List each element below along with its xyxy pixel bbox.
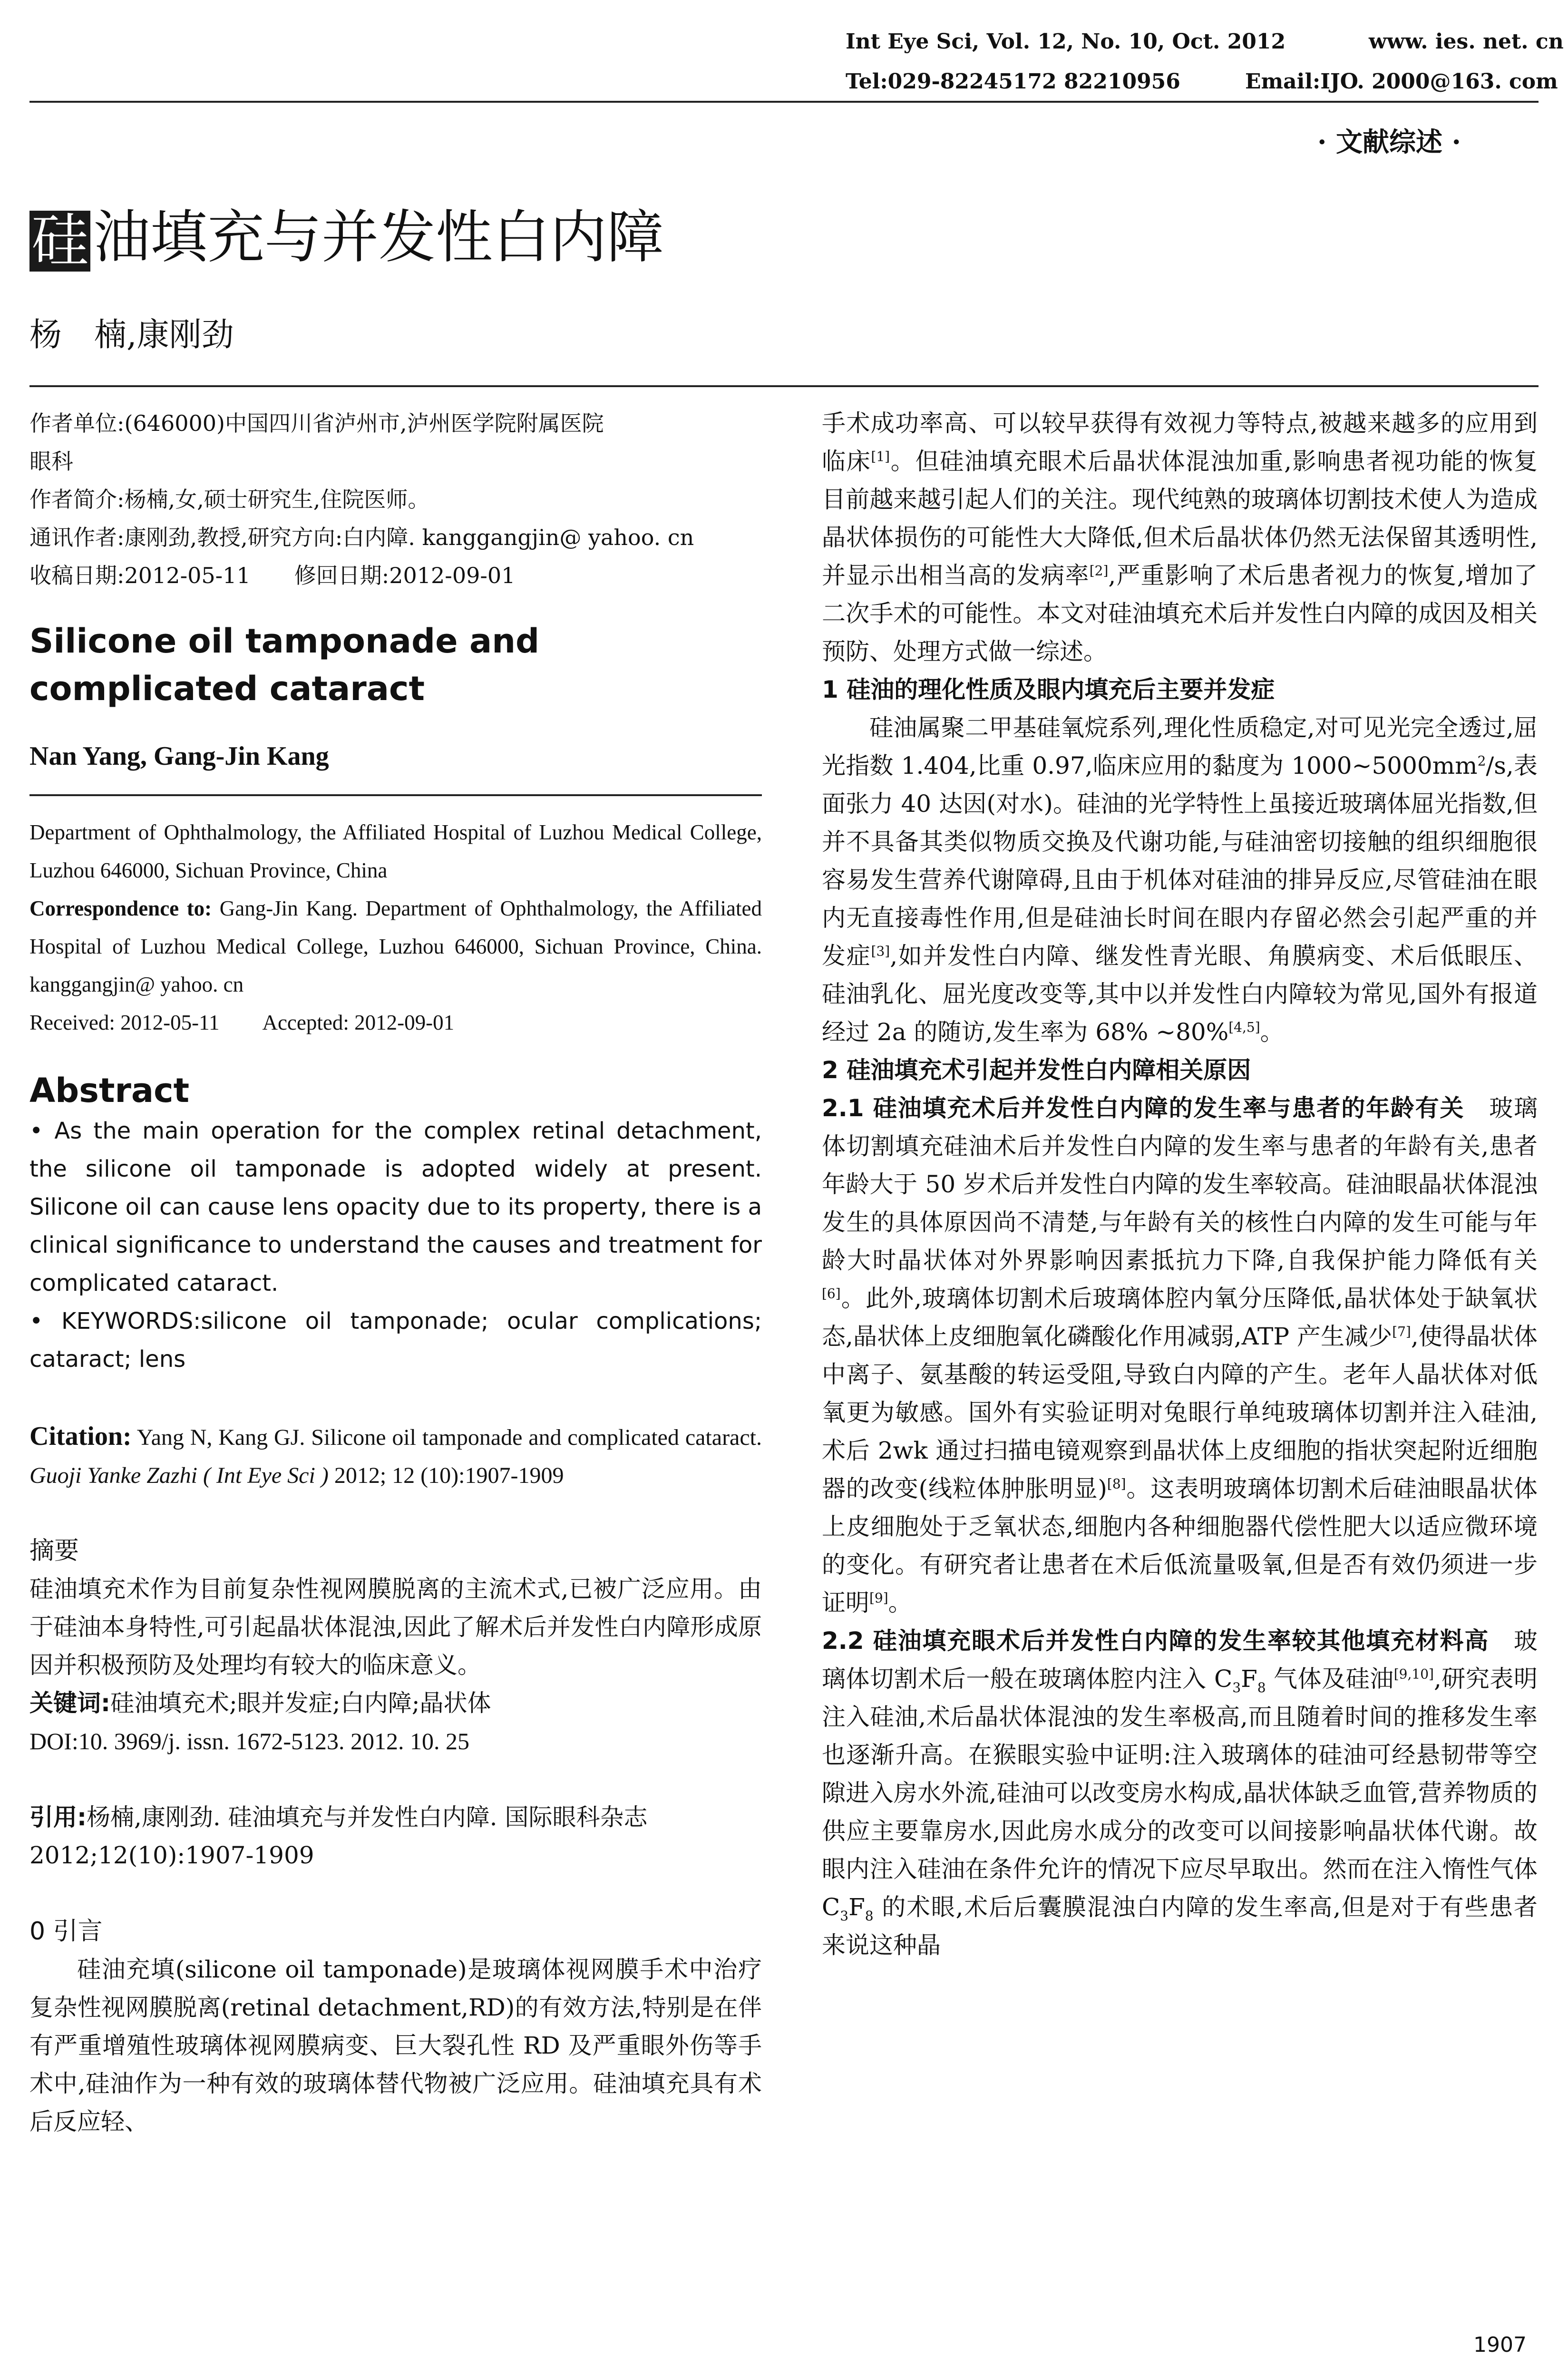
citation-label: Citation: bbox=[29, 1422, 132, 1451]
journal-telephone: Tel:029-82245172 82210956 bbox=[846, 69, 1180, 94]
author-bio: 作者简介:杨楠,女,硕士研究生,住院医师。 bbox=[29, 487, 430, 512]
formula-f-b: F bbox=[848, 1893, 865, 1921]
citation-text: Yang N, Kang GJ. Silicone oil tamponade and complicated cataract. bbox=[131, 1425, 762, 1450]
intro-cont-part-2: 。但硅油填充眼术后晶状体混浊加重,影响患者视功能的恢复目前越来越引起人们的关注。现代纯熟的玻璃体切割技术使人为造成晶状体损伤的可能性大大降低,但术后晶状体仍然无法保留其透明性,并显示出相当高的发病率 bbox=[822, 448, 1538, 589]
reference-1[interactable]: [1] bbox=[871, 448, 890, 465]
intro-cont-part-1: 手术成功率高、可以较早获得有效视力等特点,被越来越多的应用到临床 bbox=[822, 409, 1538, 475]
title-text: 油填充与并发性白内障 bbox=[93, 205, 664, 271]
citation-block bbox=[29, 1417, 762, 1495]
intro-continued bbox=[822, 404, 1538, 671]
section-2-1-heading: 2.1 硅油填充术后并发性白内障的发生率与患者的年龄有关 bbox=[822, 1094, 1465, 1122]
section-2-1 bbox=[822, 1089, 1538, 1622]
reference-9-10[interactable]: [9,10] bbox=[1393, 1666, 1434, 1682]
cn-keywords bbox=[29, 1684, 762, 1722]
english-affiliation: Department of Ophthalmology, the Affiliated Hospital of Luzhou Medical College, Luzhou 646000, Sichuan Province, China bbox=[29, 820, 762, 882]
doi: DOI:10. 3969/j. issn. 1672-5123. 2012. 10. 25 bbox=[29, 1728, 469, 1754]
section-2-2-part-2: 气体及硅油 bbox=[1266, 1665, 1394, 1693]
reference-9[interactable]: [9] bbox=[869, 1590, 888, 1606]
cn-abstract-text: 硅油填充术作为目前复杂性视网膜脱离的主流术式,已被广泛应用。由于硅油本身特性,可引起晶状体混浊,因此了解术后并发性白内障形成原因并积极预防及处理均有较大的临床意义。 bbox=[29, 1575, 762, 1679]
section-2-2-part-3: ,研究表明注入硅油,术后晶状体混浊的发生率极高,而且随着时间的推移发生率也逐渐升高。在猴眼实验中证明:注入玻璃体的硅油可经悬韧带等空隙进入房水外流,硅油可以改变房水构成,晶状体缺乏血管,营养物质的供应主要靠房水,因此房水成分的改变可以间接影响晶状体代谢。故眼内注入硅油在条件允许的情况下应尽早取出。然而在注入惰性气体 C bbox=[822, 1665, 1538, 1921]
cn-keywords-label: 关键词: bbox=[29, 1689, 110, 1717]
author-affiliation bbox=[29, 404, 762, 594]
section-2-1-part-1: 玻璃体切割填充硅油术后并发性白内障的发生率与患者的年龄有关,患者年龄大于 50 岁术后并发性白内障的发生率较高。硅油眼晶状体混浊发生的具体原因尚不清楚,与年龄有关的核性白内障的发生可能与年龄大时晶状体对外界影响因素抵抗力下降,自我保护能力降低有关 bbox=[822, 1094, 1538, 1274]
subscript-3b: 3 bbox=[840, 1908, 849, 1924]
english-authors: Nan Yang, Gang-Jin Kang bbox=[29, 741, 329, 771]
cn-keywords-text: 硅油填充术;眼并发症;白内障;晶状体 bbox=[110, 1689, 491, 1717]
subscript-3: 3 bbox=[1232, 1680, 1241, 1695]
english-title: Silicone oil tamponade and complicated cataract bbox=[29, 622, 540, 708]
intro-text: 硅油充填(silicone oil tamponade)是玻璃体视网膜手术中治疗复杂性视网膜脱离(retinal detachment,RD)的有效方法,特别是在伴有严重增殖性玻璃体视网膜病变、巨大裂孔性 RD 及严重眼外伤等手术中,硅油作为一种有效的玻璃体替代物被广泛应用。硅油填充具有术后反应轻、 bbox=[29, 1956, 762, 2135]
section-2-2-part-4: 的术眼,术后后囊膜混浊白内障的发生率高,但是对于有些患者来说这种晶 bbox=[822, 1893, 1538, 1959]
reference-7[interactable]: [7] bbox=[1392, 1324, 1411, 1340]
section-2-2 bbox=[822, 1622, 1538, 1964]
subscript-8: 8 bbox=[1257, 1680, 1266, 1695]
corresponding-author: 通讯作者:康刚劲,教授,研究方向:白内障. kanggangjin@ yahoo. cn bbox=[29, 525, 694, 550]
cn-citation bbox=[29, 1798, 762, 1874]
cn-abstract-heading: 摘要 bbox=[29, 1537, 79, 1565]
section-1-part-1: 硅油属聚二甲基硅氧烷系列,理化性质稳定,对可见光完全透过,屈光指数 1.404,比重 0.97,临床应用的黏度为 1000~5000mm bbox=[822, 714, 1538, 779]
reference-6[interactable]: [6] bbox=[822, 1286, 841, 1302]
journal-citation-line: Int Eye Sci, Vol. 12, No. 10, Oct. 2012 bbox=[846, 29, 1286, 54]
title-rule bbox=[29, 385, 1539, 387]
reference-2[interactable]: [2] bbox=[1089, 563, 1109, 579]
reference-4-5[interactable]: [4,5] bbox=[1228, 1019, 1260, 1035]
cn-citation-text: 杨楠,康刚劲. 硅油填充与并发性白内障. 国际眼科杂志 2012;12(10):1907-1909 bbox=[29, 1803, 648, 1869]
journal-email[interactable]: Email:IJO. 2000@163. com bbox=[1245, 69, 1558, 94]
article-title bbox=[29, 202, 664, 273]
section-tag: · 文献综述 · bbox=[1317, 127, 1461, 158]
section-1-part-3: ,如并发性白内障、继发性青光眼、角膜病变、术后低眼压、硅油乳化、屈光度改变等,其中以并发性白内障较为常见,国外有报道经过 2a 的随访,发生率为 68% ~80% bbox=[822, 942, 1538, 1046]
section-2-heading: 2 硅油填充术引起并发性白内障相关原因 bbox=[822, 1056, 1251, 1084]
correspondence-label: Correspondence to: bbox=[29, 896, 212, 920]
left-column bbox=[29, 404, 762, 2141]
section-2-1-part-3: ,使得晶状体中离子、氨基酸的转运受阻,导致白内障的产生。老年人晶状体对低氧更为敏感。国外有实验证明对兔眼行单纯玻璃体切割并注入硅油,术后 2wk 通过扫描电镜观察到晶状体上皮细胞的指状突起附近细胞器的改变(线粒体肿胀明显) bbox=[822, 1323, 1538, 1502]
intro-cont-part-3: ,严重影响了术后患者视力的恢复,增加了二次手术的可能性。本文对硅油填充术后并发性白内障的成因及相关预防、处理方式做一综述。 bbox=[822, 562, 1538, 665]
affiliation-line-2: 眼科 bbox=[29, 448, 73, 474]
section-2-1-part-5: 。 bbox=[888, 1589, 912, 1617]
section-1-part-2: /s,表面张力 40 达因(对水)。硅油的光学特性上虽接近玻璃体屈光指数,但并不具备其类似物质交换及代谢功能,与硅油密切接触的组织细胞很容易发生营养代谢障碍,且由于机体对硅油的排异反应,尽管硅油在眼内无直接毒性作用,但是硅油长时间在眼内存留必然会引起严重的并发症 bbox=[822, 752, 1538, 970]
reference-3[interactable]: [3] bbox=[871, 943, 890, 959]
section-1-heading: 1 硅油的理化性质及眼内填充后主要并发症 bbox=[822, 676, 1275, 703]
english-affiliation-block bbox=[29, 813, 762, 1042]
english-authors-rule bbox=[29, 794, 762, 796]
section-2-1-part-4: 。这表明玻璃体切割术后硅油眼晶状体上皮细胞处于乏氧状态,细胞内各种细胞器代偿性肥大以适应微环境的变化。有研究者让患者在术后低流量吸氧,但是否有效仍须进一步证明 bbox=[822, 1475, 1538, 1617]
affiliation-line-1: 作者单位:(646000)中国四川省泸州市,泸州医学院附属医院 bbox=[29, 410, 604, 436]
correspondence-text: Gang-Jin Kang. Department of Ophthalmology, the Affiliated Hospital of Luzhou Medical College, Luzhou 646000, Sichuan Province, China. kanggangjin@ yahoo. cn bbox=[29, 896, 762, 996]
intro-heading: 0 引言 bbox=[29, 1917, 103, 1946]
header-rule bbox=[29, 101, 1539, 103]
reference-8[interactable]: [8] bbox=[1107, 1476, 1126, 1492]
abstract-body bbox=[29, 1112, 762, 1378]
section-2-2-part-1: 玻璃体切割术后一般在玻璃体腔内注入 C bbox=[822, 1627, 1538, 1693]
english-received: Received: 2012-05-11 Accepted: 2012-09-01 bbox=[29, 1011, 455, 1034]
abstract-keywords: • KEYWORDS:silicone oil tamponade; ocular complications; cataract; lens bbox=[29, 1308, 762, 1373]
formula-f: F bbox=[1241, 1665, 1257, 1693]
citation-tail: 2012; 12 (10):1907-1909 bbox=[328, 1463, 564, 1488]
received-dates: 收稿日期:2012-05-11 修回日期:2012-09-01 bbox=[29, 563, 516, 588]
journal-website[interactable]: www. ies. net. cn bbox=[1369, 29, 1564, 54]
section-1-part-4: 。 bbox=[1260, 1018, 1284, 1046]
abstract-heading: Abstract bbox=[29, 1071, 190, 1110]
citation-journal: Guoji Yanke Zazhi ( Int Eye Sci ) bbox=[29, 1463, 329, 1488]
section-2-2-heading: 2.2 硅油填充眼术后并发性白内障的发生率较其他填充材料高 bbox=[822, 1627, 1490, 1655]
right-column bbox=[822, 404, 1538, 1964]
subscript-8b: 8 bbox=[865, 1908, 874, 1924]
authors-cn: 杨 楠,康刚劲 bbox=[29, 316, 234, 354]
title-first-char: 硅 bbox=[29, 211, 90, 272]
superscript-2: 2 bbox=[1477, 753, 1486, 769]
cn-citation-label: 引用: bbox=[29, 1803, 87, 1831]
english-correspondence bbox=[29, 889, 762, 1003]
section-2-1-part-2: 。此外,玻璃体切割术后玻璃体腔内氧分压降低,晶状体处于缺氧状态,晶状体上皮细胞氧化磷酸化作用减弱,ATP 产生减少 bbox=[822, 1285, 1538, 1350]
page-number: 1907 bbox=[1473, 2333, 1527, 2357]
abstract-text: • As the main operation for the complex retinal detachment, the silicone oil tamponade is adopted widely at present. Silicone oil can cause lens opacity due to its property, there is a clinical significance to understand the causes and treatment for complicated cataract. bbox=[29, 1118, 762, 1296]
section-1-text bbox=[822, 709, 1538, 1051]
